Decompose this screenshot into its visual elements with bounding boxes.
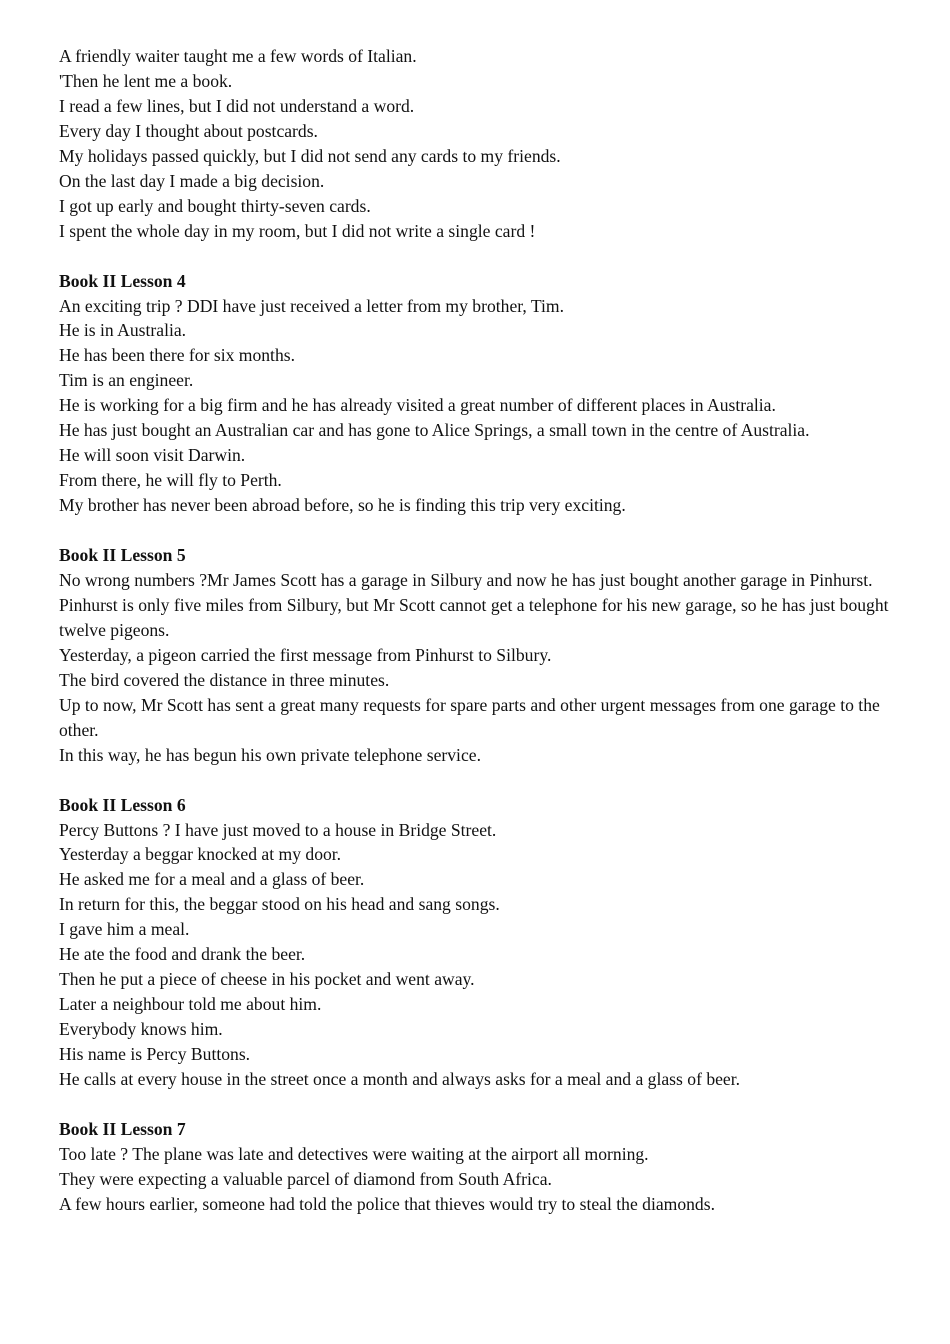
text-line: I gave him a meal. <box>59 919 190 940</box>
section-gap <box>59 768 889 793</box>
text-line: Yesterday, a pigeon carried the first message from Pinhurst to Silbury. <box>59 644 552 665</box>
text-line: A few hours earlier, someone had told the police that thieves would try to steal the diamonds. <box>59 1193 715 1214</box>
section-gap <box>59 1092 889 1117</box>
text-line: In this way, he has begun his own private telephone service. <box>59 744 481 765</box>
text-line: He has been there for six months. <box>59 345 295 366</box>
text-line: 'Then he lent me a book. <box>59 70 233 91</box>
lesson-4-section <box>59 269 889 519</box>
lesson-heading: Book II Lesson 5 <box>59 545 186 566</box>
text-line: An exciting trip ? DDI have just received a letter from my brother, Tim. <box>59 295 564 316</box>
text-line: I got up early and bought thirty-seven cards. <box>59 195 371 216</box>
text-line: Everybody knows him. <box>59 1019 223 1040</box>
text-line: He calls at every house in the street once a month and always asks for a meal and a glass of beer. <box>59 1069 741 1090</box>
text-line: He will soon visit Darwin. <box>59 445 246 466</box>
text-line: In return for this, the beggar stood on his head and sang songs. <box>59 894 500 915</box>
text-line: A friendly waiter taught me a few words of Italian. <box>59 46 417 66</box>
text-line: His name is Percy Buttons. <box>59 1044 251 1065</box>
lesson-6-section <box>59 793 889 1092</box>
text-line: He is working for a big firm and he has already visited a great number of different places in Australia. <box>59 395 776 416</box>
document-page <box>59 44 893 1217</box>
text-line: My holidays passed quickly, but I did not send any cards to my friends. <box>59 145 561 166</box>
text-line: Then he put a piece of cheese in his pocket and went away. <box>59 969 475 990</box>
text-line: Too late ? The plane was late and detectives were waiting at the airport all morning. <box>59 1143 649 1164</box>
intro-section <box>59 44 889 244</box>
section-gap <box>59 244 889 269</box>
text-line: Up to now, Mr Scott has sent a great many requests for spare parts and other urgent messages from one garage to the other. <box>59 694 885 740</box>
text-line: My brother has never been abroad before, so he is finding this trip very exciting. <box>59 495 626 516</box>
text-line: Yesterday a beggar knocked at my door. <box>59 844 342 865</box>
text-line: Every day I thought about postcards. <box>59 120 318 141</box>
text-line: Percy Buttons ? I have just moved to a house in Bridge Street. <box>59 819 497 840</box>
text-line: They were expecting a valuable parcel of diamond from South Africa. <box>59 1168 552 1189</box>
lesson-heading: Book II Lesson 4 <box>59 270 186 291</box>
lesson-heading: Book II Lesson 6 <box>59 794 186 815</box>
text-line: Tim is an engineer. <box>59 370 194 391</box>
text-line: No wrong numbers ?Mr James Scott has a garage in Silbury and now he has just bought another garage in Pinhurst. <box>59 569 873 590</box>
text-line: I spent the whole day in my room, but I did not write a single card ! <box>59 220 536 241</box>
text-line: Pinhurst is only five miles from Silbury, but Mr Scott cannot get a telephone for his new garage, so he has just bought twelve pigeons. <box>59 594 893 640</box>
lesson-heading: Book II Lesson 7 <box>59 1118 186 1139</box>
lesson-5-section <box>59 543 893 768</box>
text-line: He has just bought an Australian car and has gone to Alice Springs, a small town in the centre of Australia. <box>59 420 810 441</box>
lesson-7-section <box>59 1117 889 1217</box>
text-line: He asked me for a meal and a glass of beer. <box>59 869 365 890</box>
text-line: He is in Australia. <box>59 320 187 341</box>
text-line: Later a neighbour told me about him. <box>59 994 322 1015</box>
section-gap <box>59 518 889 543</box>
text-line: On the last day I made a big decision. <box>59 170 325 191</box>
text-line: From there, he will fly to Perth. <box>59 470 282 491</box>
text-line: I read a few lines, but I did not understand a word. <box>59 95 415 116</box>
text-line: The bird covered the distance in three minutes. <box>59 669 390 690</box>
text-line: He ate the food and drank the beer. <box>59 944 306 965</box>
